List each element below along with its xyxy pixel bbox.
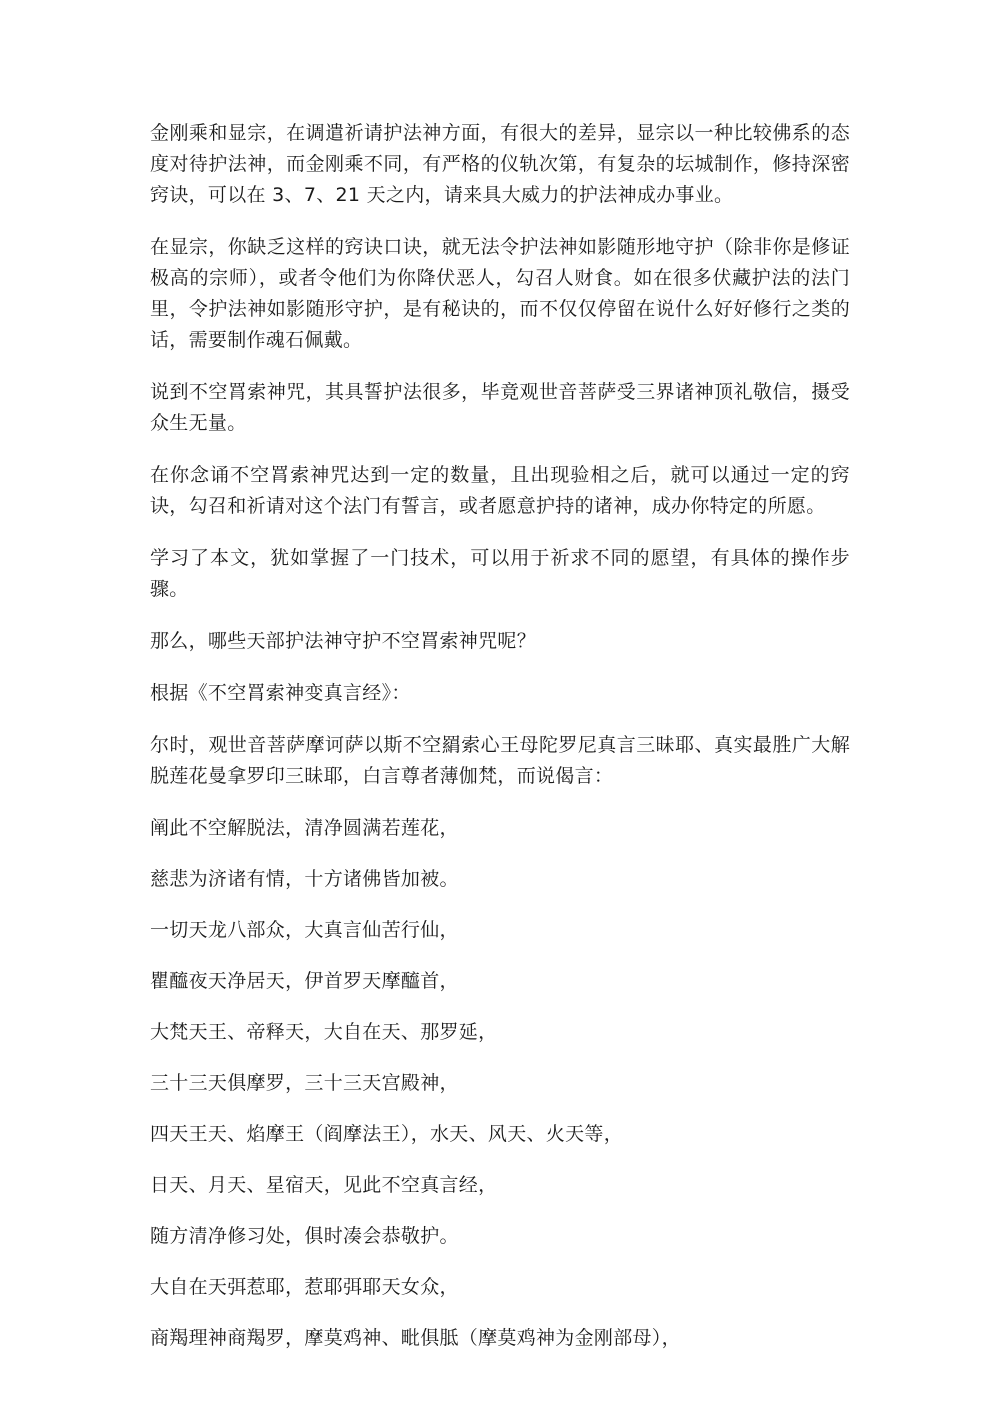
paragraph-sutra-reference: 根据《不空罥索神变真言经》： [150, 682, 411, 704]
paragraph-exoteric-lacks-instructions: 在显宗，你缺乏这样的窍诀口诀，就无法令护法神如影随形地守护（除非你是修证极高的宗师），或者令他们为你降伏恶人，勾召人财食。如在很多伏藏护法的法门里，令护法神如影随形守护，是有秘诀的，而不仅仅停留在说什么好好修行之类的话，需要制作魂石佩戴。 [150, 236, 850, 351]
verse-line: 一切天龙八部众，大真言仙苦行仙， [150, 919, 459, 941]
paragraph-vajrayana-vs-exoteric: 金刚乘和显宗，在调遣祈请护法神方面，有很大的差异，显宗以一种比较佛系的态度对待护法神，而金刚乘不同，有严格的仪轨次第，有复杂的坛城制作，修持深密窍诀，可以在 3、7、21 天之内，请来具大威力的护法神成办事业。 [150, 122, 850, 206]
verse-line: 四天王天、焰摩王（阎摩法王），水天、风天、火天等， [150, 1123, 624, 1145]
verse-line: 慈悲为济诸有情，十方诸佛皆加被。 [150, 868, 459, 890]
paragraph-learning-technique: 学习了本文，犹如掌握了一门技术，可以用于祈求不同的愿望，有具体的操作步骤。 [150, 547, 850, 600]
verse-line: 大自在天弭惹耶，惹耶弭耶天女众， [150, 1276, 459, 1298]
verse-line: 大梵天王、帝释天，大自在天、那罗延， [150, 1021, 498, 1043]
paragraph-amoghapasha-protectors: 说到不空罥索神咒，其具誓护法很多，毕竟观世音菩萨受三界诸神顶礼敬信，摄受众生无量。 [150, 381, 850, 434]
paragraph-question: 那么，哪些天部护法神守护不空罥索神咒呢？ [150, 630, 537, 652]
document-page [150, 118, 850, 1374]
verse-line: 阐此不空解脱法，清净圆满若莲花， [150, 817, 459, 839]
verse-line: 三十三天俱摩罗，三十三天宫殿神， [150, 1072, 459, 1094]
paragraph-recitation-signs: 在你念诵不空罥索神咒达到一定的数量，且出现验相之后，就可以通过一定的窍诀，勾召和祈请对这个法门有誓言，或者愿意护持的诸神，成办你特定的所愿。 [150, 464, 850, 517]
verse-line: 瞿醯夜天净居天，伊首罗天摩醯首， [150, 970, 459, 992]
verse-line: 随方清净修习处，俱时凑会恭敬护。 [150, 1225, 459, 1247]
verse-line: 日天、月天、星宿天，见此不空真言经， [150, 1174, 498, 1196]
verse-line: 商羯理神商羯罗，摩莫鸡神、毗俱胝（摩莫鸡神为金刚部母）， [150, 1327, 681, 1349]
paragraph-sutra-intro: 尔时，观世音菩萨摩诃萨以斯不空羂索心王母陀罗尼真言三昧耶、真实最胜广大解脱莲花曼拿罗印三昧耶，白言尊者薄伽梵，而说偈言： [150, 734, 850, 787]
